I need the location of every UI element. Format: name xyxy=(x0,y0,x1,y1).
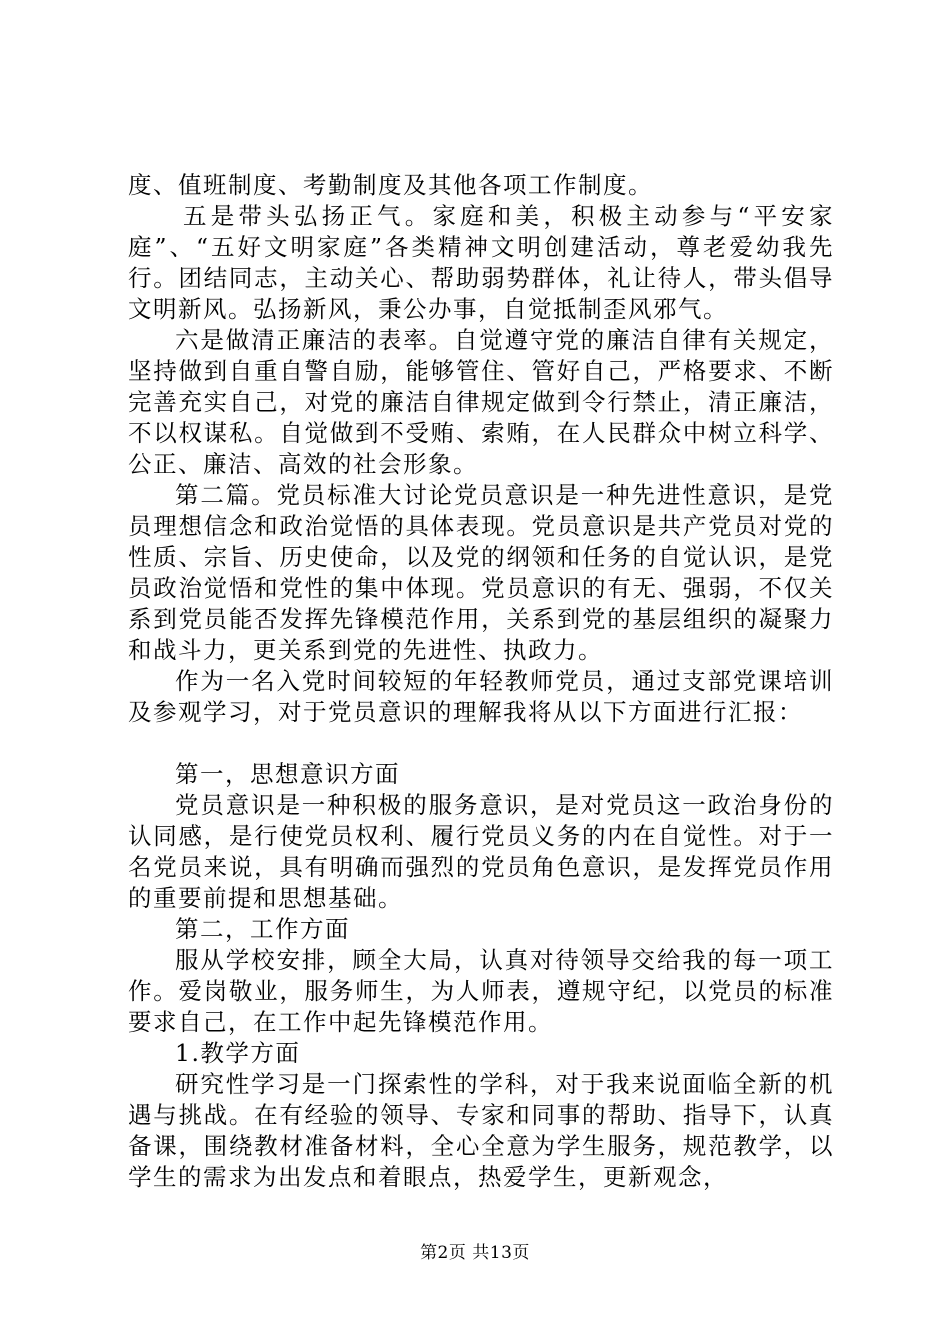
paragraph-point-six: 六是做清正廉洁的表率。自觉遵守党的廉洁自律有关规定，坚持做到自重自警自励，能够管住、管好自己，严格要求、不断完善充实自己，对党的廉洁自律规定做到令行禁止，清正廉洁，不以权谋私。自觉做到不受贿、索贿，在人民群众中树立科学、公正、廉洁、高效的社会形象。 xyxy=(128,326,834,478)
document-body xyxy=(128,170,834,1193)
paragraph-thought-awareness: 党员意识是一种积极的服务意识，是对党员这一政治身份的认同感，是行使党员权利、履行党员义务的内在自觉性。对于一名党员来说，具有明确而强烈的党员角色意识，是发挥党员作用的重要前提和思想基础。 xyxy=(128,791,834,912)
paragraph-point-five: 五是带头弘扬正气。家庭和美，积极主动参与“平安家庭”、“五好文明家庭”各类精神文明创建活动，尊老爱幼我先行。团结同志，主动关心、帮助弱势群体，礼让待人，带头倡导文明新风。弘扬新风，秉公办事，自觉抵制歪风邪气。 xyxy=(128,202,834,323)
heading-work: 第二，工作方面 xyxy=(175,915,350,943)
paragraph-intro: 作为一名入党时间较短的年轻教师党员，通过支部党课培训及参观学习，对于党员意识的理解我将从以下方面进行汇报： xyxy=(128,667,834,726)
heading-teaching: 1.教学方面 xyxy=(175,1039,301,1067)
heading-thought-awareness: 第一，思想意识方面 xyxy=(175,760,400,788)
paragraph-continuation: 度、值班制度、考勤制度及其他各项工作制度。 xyxy=(128,171,653,199)
paragraph-teaching: 研究性学习是一门探索性的学科，对于我来说面临全新的机遇与挑战。在有经验的领导、专家和同事的帮助、指导下，认真备课，围绕教材准备材料，全心全意为学生服务，规范教学，以学生的需求为出发点和着眼点，热爱学生，更新观念， xyxy=(128,1070,834,1191)
paragraph-work: 服从学校安排，顾全大局，认真对待领导交给我的每一项工作。爱岗敬业，服务师生，为人师表，遵规守纪，以党员的标准要求自己，在工作中起先锋模范作用。 xyxy=(128,946,834,1036)
paragraph-second-article: 第二篇。党员标准大讨论党员意识是一种先进性意识，是党员理想信念和政治觉悟的具体表现。党员意识是共产党员对党的性质、宗旨、历史使命，以及党的纲领和任务的自觉认识，是党员政治觉悟和党性的集中体现。党员意识的有无、强弱，不仅关系到党员能否发挥先锋模范作用，关系到党的基层组织的凝聚力和战斗力，更关系到党的先进性、执政力。 xyxy=(128,481,834,664)
page-footer: 第2页 共13页 xyxy=(420,1243,530,1263)
